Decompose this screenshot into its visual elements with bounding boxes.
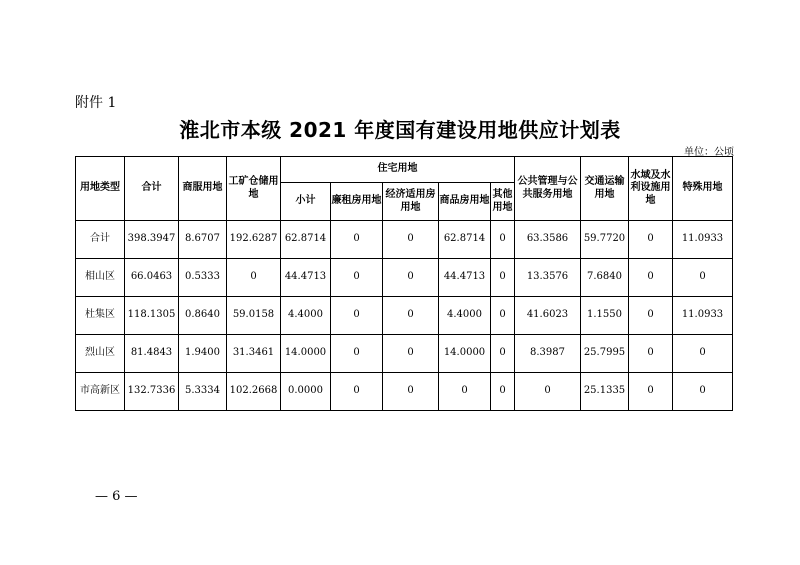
- table-cell: 0: [331, 373, 383, 411]
- table-cell: 0: [491, 297, 515, 335]
- table-cell: 0: [439, 373, 491, 411]
- table-cell: 0: [515, 373, 581, 411]
- table-cell: 8.3987: [515, 335, 581, 373]
- table-cell: 132.7336: [125, 373, 179, 411]
- row-name: 烈山区: [76, 335, 125, 373]
- table-cell: 0: [491, 335, 515, 373]
- header-water: 水域及水利设施用地: [629, 157, 673, 221]
- table-cell: 44.4713: [439, 259, 491, 297]
- table-row: [76, 259, 733, 297]
- table-cell: 59.0158: [227, 297, 281, 335]
- table-cell: 81.4843: [125, 335, 179, 373]
- table-cell: 0.8640: [179, 297, 227, 335]
- header-public: 公共管理与公共服务用地: [515, 157, 581, 221]
- table-row: [76, 221, 733, 259]
- table-cell: 0: [673, 259, 733, 297]
- header-total: 合计: [125, 157, 179, 221]
- table-cell: 102.2668: [227, 373, 281, 411]
- row-name: 合计: [76, 221, 125, 259]
- table-cell: 0: [331, 259, 383, 297]
- table-row: [76, 297, 733, 335]
- table-cell: 0: [383, 335, 439, 373]
- header-transport: 交通运输用地: [581, 157, 629, 221]
- table-cell: 25.1335: [581, 373, 629, 411]
- table-cell: 0: [629, 335, 673, 373]
- table-cell: 0.0000: [281, 373, 331, 411]
- table-cell: 0: [331, 297, 383, 335]
- header-res-low-rent: 廉租房用地: [331, 183, 383, 221]
- table-cell: 0: [491, 259, 515, 297]
- table-cell: 5.3334: [179, 373, 227, 411]
- row-name: 杜集区: [76, 297, 125, 335]
- table-cell: 4.4000: [281, 297, 331, 335]
- table-cell: 192.6287: [227, 221, 281, 259]
- table-cell: 0: [383, 373, 439, 411]
- table-cell: 13.3576: [515, 259, 581, 297]
- header-land-type: 用地类型: [76, 157, 125, 221]
- header-commercial: 商服用地: [179, 157, 227, 221]
- table-cell: 41.6023: [515, 297, 581, 335]
- table-cell: 398.3947: [125, 221, 179, 259]
- table-cell: 0: [491, 373, 515, 411]
- land-supply-table: [75, 156, 733, 411]
- row-name: 相山区: [76, 259, 125, 297]
- table-cell: 31.3461: [227, 335, 281, 373]
- unit-label: 单位：公顷: [684, 147, 734, 158]
- table-cell: 0: [383, 297, 439, 335]
- table-cell: 0: [383, 221, 439, 259]
- table-cell: 0.5333: [179, 259, 227, 297]
- table-cell: 0: [227, 259, 281, 297]
- attachment-label: 附件 1: [75, 95, 117, 111]
- header-residential-group: 住宅用地: [281, 157, 515, 183]
- table-cell: 11.0933: [673, 221, 733, 259]
- table-cell: 7.6840: [581, 259, 629, 297]
- table-cell: 1.1550: [581, 297, 629, 335]
- table-cell: 59.7720: [581, 221, 629, 259]
- table-cell: 44.4713: [281, 259, 331, 297]
- header-res-affordable: 经济适用房用地: [383, 183, 439, 221]
- page-number: — 6 —: [95, 489, 138, 504]
- header-res-other: 其他用地: [491, 183, 515, 221]
- table-cell: 66.0463: [125, 259, 179, 297]
- table-cell: 0: [629, 221, 673, 259]
- table-cell: 0: [629, 373, 673, 411]
- table-cell: 0: [629, 259, 673, 297]
- table-cell: 14.0000: [281, 335, 331, 373]
- table-cell: 0: [331, 221, 383, 259]
- table-cell: 62.8714: [281, 221, 331, 259]
- header-res-subtotal: 小计: [281, 183, 331, 221]
- table-cell: 63.3586: [515, 221, 581, 259]
- table-cell: 25.7995: [581, 335, 629, 373]
- header-industrial: 工矿仓储用地: [227, 157, 281, 221]
- table-cell: 11.0933: [673, 297, 733, 335]
- table-cell: 62.8714: [439, 221, 491, 259]
- page-title: 淮北市本级 2021 年度国有建设用地供应计划表: [179, 118, 621, 142]
- table-row: [76, 373, 733, 411]
- header-res-commodity: 商品房用地: [439, 183, 491, 221]
- table-cell: 0: [383, 259, 439, 297]
- table-cell: 0: [491, 221, 515, 259]
- table-cell: 14.0000: [439, 335, 491, 373]
- header-special: 特殊用地: [673, 157, 733, 221]
- table-cell: 1.9400: [179, 335, 227, 373]
- table-cell: 0: [673, 335, 733, 373]
- table-cell: 4.4000: [439, 297, 491, 335]
- table-cell: 118.1305: [125, 297, 179, 335]
- row-name: 市高新区: [76, 373, 125, 411]
- table-row: [76, 335, 733, 373]
- table-cell: 0: [629, 297, 673, 335]
- table-cell: 8.6707: [179, 221, 227, 259]
- table-cell: 0: [673, 373, 733, 411]
- table-cell: 0: [331, 335, 383, 373]
